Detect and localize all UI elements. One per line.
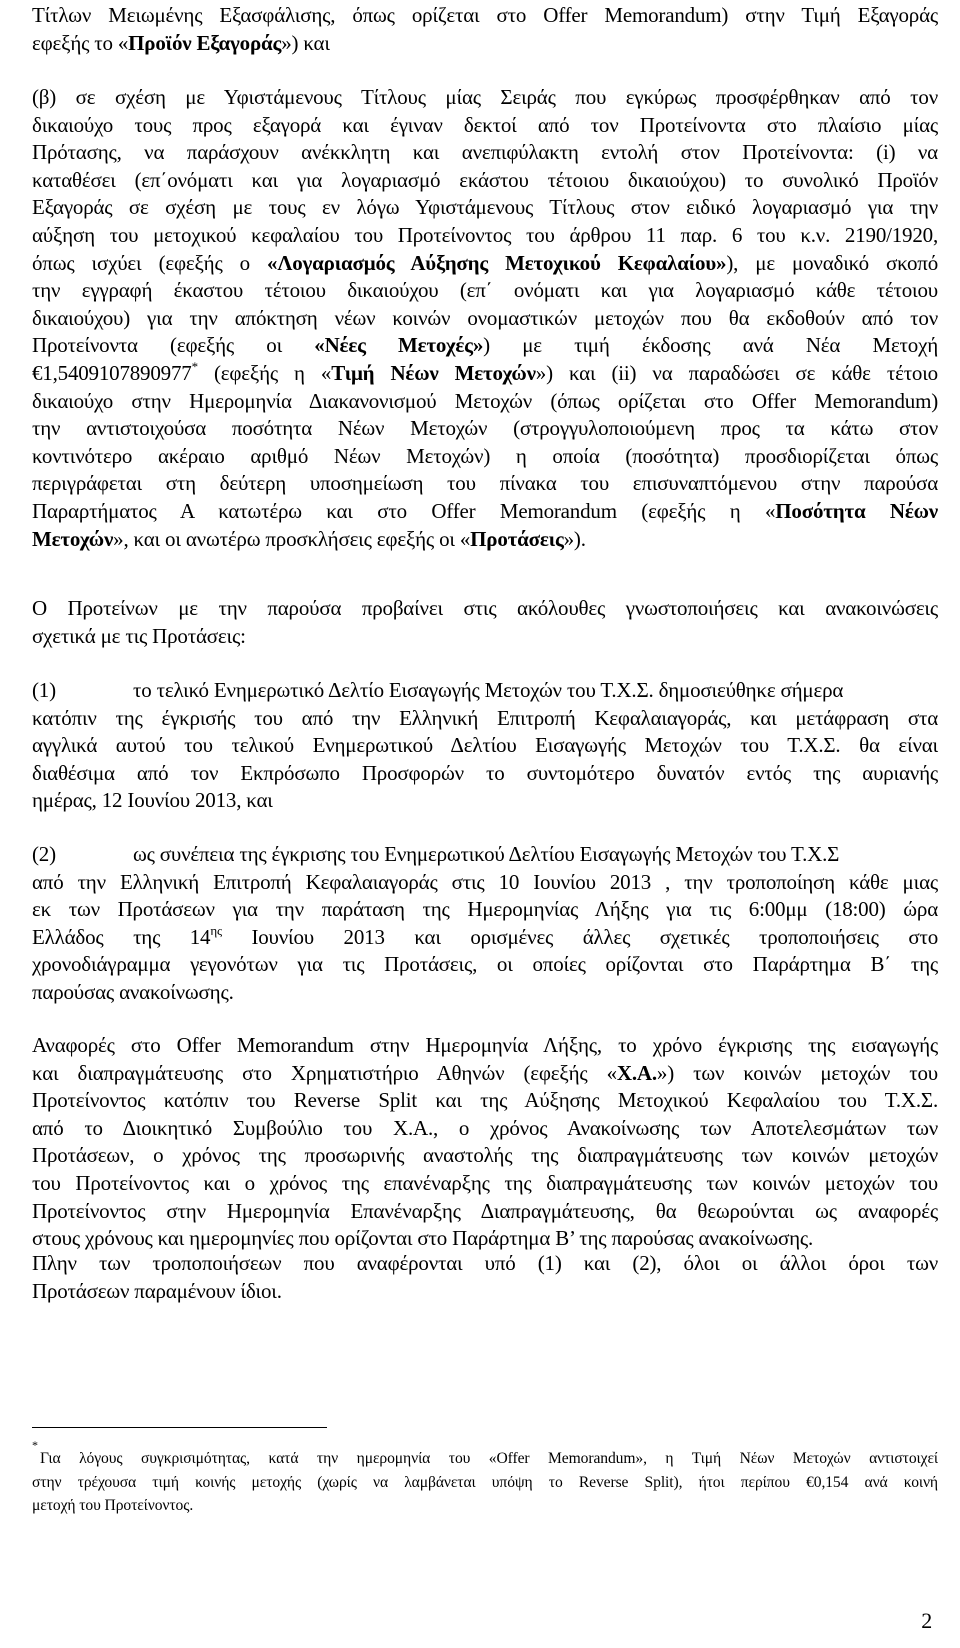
list-item-body <box>32 705 938 815</box>
text-line: την αντιστοιχούσα ποσότητα Νέων Μετοχών (στρογγυλοποιούμενη προς τα κάτω στον <box>32 416 938 441</box>
defined-term: Ποσότητα Νέων <box>775 498 938 523</box>
footnote-separator <box>32 1427 327 1428</box>
text-line: σχετικά με τις Προτάσεις: <box>32 623 246 648</box>
text-line: εκ των Προτάσεων για την παράταση της Ημερομηνίας Λήξης για τις 6:00μμ (18:00) ώρα <box>32 897 938 922</box>
list-item-body <box>32 869 938 1007</box>
defined-term: Τιμή Νέων Μετοχών <box>331 360 536 385</box>
text-line: παρούσας ανακοίνωσης. <box>32 979 234 1004</box>
text-line: κοντινότερο ακέραιο αριθμό Νέων Μετοχών) η οποία (ποσότητα) προσδιορίζεται όπως <box>32 443 938 468</box>
text-line: Προτάσεων, ο χρόνος της προσωρινής αναστολής της διαπραγμάτευσης των κοινών μετοχών <box>32 1143 938 1168</box>
text-line: Προτείνοντος κατόπιν του Reverse Split και της Αύξησης Μετοχικού Κεφαλαίου του Τ.Χ.Σ. <box>32 1088 938 1113</box>
text-line: εφεξής το «Προϊόν Εξαγοράς») και <box>32 30 330 55</box>
new-share-price: €1,5409107890977 <box>32 360 192 385</box>
text-line: Προτάσεων παραμένουν ίδιοι. <box>32 1278 282 1303</box>
text-line: αγγλικά αυτού του τελικού Ενημερωτικού Δελτίου Εισαγωγής Μετοχών του Τ.Χ.Σ. θα είναι <box>32 733 938 758</box>
text-line: το τελικό Ενημερωτικό Δελτίο Εισαγωγής Μετοχών του Τ.Χ.Σ. δημοσιεύθηκε σήμερα <box>133 678 844 702</box>
text-line: Εξαγοράς σε σχέση με τους εν λόγω Υφιστάμενους Τίτλους στον ειδικό λογαριασμό για την <box>32 195 938 220</box>
text-line: €1,5409107890977* (εφεξής η «Τιμή Νέων Μετοχών») και (ii) να παραδώσει σε κάθε τέτοιο <box>32 358 938 385</box>
text-line: κατόπιν της έγκρισής του από την Ελληνική Επιτροπή Κεφαλαιαγοράς, και μετάφραση στα <box>32 705 938 730</box>
text-line: Πρότασης, να παράσχουν ανέκκλητη και ανεπιφύλακτη εντολή στον Προτείνοντα: (i) να <box>32 140 938 165</box>
text-line: και διαπραγμάτευσης στο Χρηματιστήριο Αθηνών (εφεξής «Χ.Α.») των κοινών μετοχών του <box>32 1060 938 1085</box>
footnote-reference: * <box>191 358 198 374</box>
text-line: ως συνέπεια της έγκρισης του Ενημερωτικού Δελτίου Εισαγωγής Μετοχών του Τ.Χ.Σ <box>133 842 840 866</box>
text-line: Μετοχών», και οι ανωτέρω προσκλήσεις εφεξής οι «Προτάσεις»). <box>32 526 586 551</box>
text-line: στους χρόνους και ημερομηνίες που ορίζονται στο Παράρτημα Β’ της παρούσας ανακοίνωσης. <box>32 1226 814 1251</box>
defined-term: Προτάσεις <box>470 526 564 551</box>
paragraph-b <box>32 84 938 553</box>
text-line: δικαιούχο τους προς εξαγορά και έγιναν δεκτοί από τον Προτείνοντα στο πλαίσιο μίας <box>32 112 938 137</box>
other-terms-paragraph <box>32 1250 938 1305</box>
references-paragraph <box>32 1032 938 1253</box>
text-line: στην τρέχουσα τιμή κοινής μετοχής (χωρίς να λαμβάνεται υπόψη το Reverse Split), ήτοι περίπου €0,154 ανά κοινή <box>32 1473 938 1491</box>
text-line: δικαιούχο στην Ημερομηνία Διακανονισμού Μετοχών (όπως ορίζεται στο Offer Memorandum) <box>32 388 938 413</box>
footnote-marker: * <box>32 1438 38 1452</box>
defined-term: Μετοχών <box>32 526 114 551</box>
defined-term: Προϊόν Εξαγοράς <box>128 30 282 55</box>
text-line: μετοχή του Προτείνοντος. <box>32 1497 194 1514</box>
text-line: του Προτείνοντος και ο χρόνος της επανέναρξης της διαπραγμάτευσης των κοινών μετοχών του <box>32 1170 938 1195</box>
text-line: καταθέσει (επ΄ονόματι και για λογαριασμό εκάστου τέτοιου δικαιούχου) το συνολικό Προϊόν <box>32 167 938 192</box>
text-line: Πλην των τροποποιήσεων που αναφέρονται υπό (1) και (2), όλοι οι άλλοι όροι των <box>32 1251 938 1275</box>
text-line: δικαιούχου) για την απόκτηση νέων κοινών ονομαστικών μετοχών που θα εκδοθούν από τον <box>32 305 938 330</box>
text-line: την εγγραφή έκαστου τέτοιου δικαιούχου (επ΄ ονόματι και για λογαριασμό κάθε τέτοιου <box>32 278 938 303</box>
text-line: ημέρας, 12 Ιουνίου 2013, και <box>32 788 273 813</box>
intro-continuation <box>32 2 938 57</box>
page-number: 2 <box>921 1608 932 1633</box>
text-line: όπως ισχύει (εφεξής ο «Λογαριασμός Αύξησης Μετοχικού Κεφαλαίου»), με μοναδικό σκοπό <box>32 250 938 275</box>
text-line: Αναφορές στο Offer Memorandum στην Ημερομηνία Λήξης, το χρόνο έγκρισης της εισαγωγής <box>32 1033 938 1057</box>
defined-term: «Λογαριασμός Αύξησης Μετοχικού Κεφαλαίου» <box>267 250 727 275</box>
text-line: Ελλάδος της $14^{\eta\varsigma}$ Ιουνίου 2013 και ορισμένες άλλες σχετικές τροποποιήσεις στο <box>32 922 938 949</box>
announcement-intro <box>32 595 938 650</box>
list-item-number: (1) <box>32 678 56 702</box>
text-line: Για λόγους συγκρισιμότητας, κατά την ημερομηνία του «Offer Memorandum», η Τιμή Νέων Μετοχών αντιστοιχεί <box>40 1450 938 1467</box>
defined-term: Χ.Α. <box>616 1060 657 1085</box>
text-line: (β) σε σχέση με Υφιστάμενους Τίτλους μίας Σειράς που εγκύρως προσφέρθηκαν από τον <box>32 85 938 109</box>
text-line: Ο Προτείνων με την παρούσα προβαίνει στις ακόλουθες γνωστοποιήσεις και ανακοινώσεις <box>32 596 938 620</box>
defined-term: «Νέες Μετοχές» <box>314 333 484 358</box>
text-line: Τίτλων Μειωμένης Εξασφάλισης, όπως ορίζεται στο Offer Memorandum) στην Τιμή Εξαγοράς <box>32 3 938 27</box>
list-item-number: (2) <box>32 842 56 866</box>
text-line: από την Ελληνική Επιτροπή Κεφαλαιαγοράς στις 10 Ιουνίου 2013 , την τροποποίηση κάθε μιας <box>32 869 938 894</box>
text-line: Παραρτήματος Α κατωτέρω και στο Offer Memorandum (εφεξής η «Ποσότητα Νέων <box>32 498 938 523</box>
text-line: Προτείνοντος στην Ημερομηνία Επανέναρξης Διαπραγμάτευσης, θα θεωρούνται ως αναφορές <box>32 1198 938 1223</box>
text-line: Προτείνοντα (εφεξής οι «Νέες Μετοχές») με τιμή έκδοσης ανά Νέα Μετοχή <box>32 333 938 358</box>
text-line: από το Διοικητικό Συμβούλιο του Χ.Α., ο χρόνος Ανακοίνωσης των Αποτελεσμάτων των <box>32 1115 938 1140</box>
text-line: χρονοδιάγραμμα γεγονότων για τις Προτάσεις, οι οποίες ορίζονται στο Παράρτημα Β΄ της <box>32 952 938 977</box>
text-line: αύξηση του μετοχικού κεφαλαίου του Προτείνοντος του άρθρου 11 παρ. 6 του κ.ν. 2190/1920, <box>32 222 938 247</box>
text-line: διαθέσιμα από τον Εκπρόσωπο Προσφορών το συντομότερο δυνατόν εντός της αυριανής <box>32 760 938 785</box>
footnote <box>32 1447 938 1518</box>
ordinal-suffix: ης <box>210 922 222 938</box>
text-line: περιγράφεται στη δεύτερη υποσημείωση του πίνακα του επισυναπτόμενου στην παρούσα <box>32 471 938 496</box>
